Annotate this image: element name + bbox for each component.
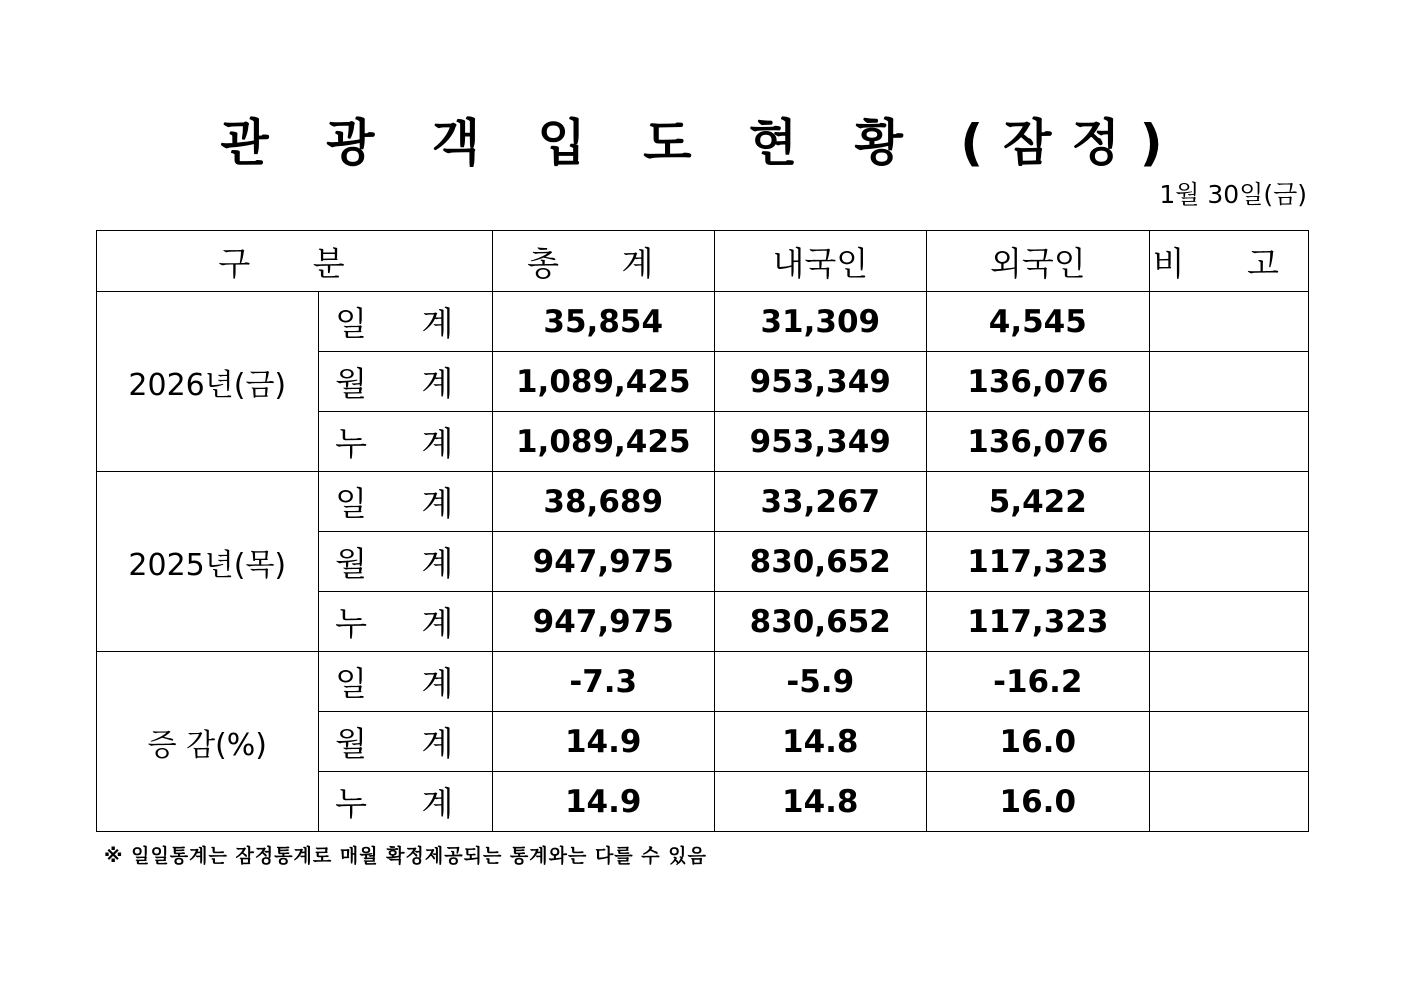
cell-foreign: 117,323 xyxy=(927,592,1150,652)
cell-foreign: -16.2 xyxy=(927,652,1150,712)
row-sub-label: 누 계 xyxy=(318,592,492,652)
header-note: 비 고 xyxy=(1149,231,1308,292)
cell-total: 1,089,425 xyxy=(492,352,714,412)
cell-domestic: 14.8 xyxy=(714,712,927,772)
cell-domestic: 33,267 xyxy=(714,472,927,532)
cell-domestic: 830,652 xyxy=(714,592,927,652)
cell-foreign: 16.0 xyxy=(927,772,1150,832)
cell-total: 947,975 xyxy=(492,592,714,652)
group-label-2026: 2026년(금) xyxy=(97,292,319,472)
cell-note xyxy=(1149,532,1308,592)
cell-total: 947,975 xyxy=(492,532,714,592)
table-row xyxy=(97,652,1309,712)
cell-total: 35,854 xyxy=(492,292,714,352)
header-foreign: 외국인 xyxy=(927,231,1150,292)
tourist-stats-table xyxy=(96,230,1309,832)
table-header-row xyxy=(97,231,1309,292)
report-date: 1월 30일(금) xyxy=(1159,180,1307,209)
cell-domestic: 953,349 xyxy=(714,352,927,412)
cell-foreign: 136,076 xyxy=(927,352,1150,412)
row-sub-label: 누 계 xyxy=(318,772,492,832)
row-sub-label: 월 계 xyxy=(318,352,492,412)
cell-total: 1,089,425 xyxy=(492,412,714,472)
cell-note xyxy=(1149,772,1308,832)
cell-domestic: 830,652 xyxy=(714,532,927,592)
row-sub-label: 누 계 xyxy=(318,412,492,472)
cell-total: 38,689 xyxy=(492,472,714,532)
cell-note xyxy=(1149,712,1308,772)
header-domestic: 내국인 xyxy=(714,231,927,292)
header-total: 총 계 xyxy=(492,231,714,292)
cell-foreign: 136,076 xyxy=(927,412,1150,472)
group-label-change: 증 감(%) xyxy=(97,652,319,832)
table-row xyxy=(97,472,1309,532)
page-title: 관 광 객 입 도 현 황 (잠정) xyxy=(220,114,1183,172)
group-label-2025: 2025년(목) xyxy=(97,472,319,652)
cell-domestic: -5.9 xyxy=(714,652,927,712)
row-sub-label: 일 계 xyxy=(318,652,492,712)
cell-domestic: 14.8 xyxy=(714,772,927,832)
cell-domestic: 31,309 xyxy=(714,292,927,352)
row-sub-label: 월 계 xyxy=(318,712,492,772)
cell-note xyxy=(1149,412,1308,472)
row-sub-label: 월 계 xyxy=(318,532,492,592)
cell-note xyxy=(1149,592,1308,652)
row-sub-label: 일 계 xyxy=(318,472,492,532)
header-category: 구 분 xyxy=(97,231,493,292)
cell-note xyxy=(1149,352,1308,412)
cell-total: 14.9 xyxy=(492,712,714,772)
cell-foreign: 5,422 xyxy=(927,472,1150,532)
cell-foreign: 4,545 xyxy=(927,292,1150,352)
footnote: ※ 일일통계는 잠정통계로 매월 확정제공되는 통계와는 다를 수 있음 xyxy=(104,845,707,867)
cell-total: -7.3 xyxy=(492,652,714,712)
row-sub-label: 일 계 xyxy=(318,292,492,352)
cell-foreign: 117,323 xyxy=(927,532,1150,592)
cell-domestic: 953,349 xyxy=(714,412,927,472)
cell-note xyxy=(1149,652,1308,712)
cell-total: 14.9 xyxy=(492,772,714,832)
cell-note xyxy=(1149,292,1308,352)
table-row xyxy=(97,292,1309,352)
cell-foreign: 16.0 xyxy=(927,712,1150,772)
cell-note xyxy=(1149,472,1308,532)
